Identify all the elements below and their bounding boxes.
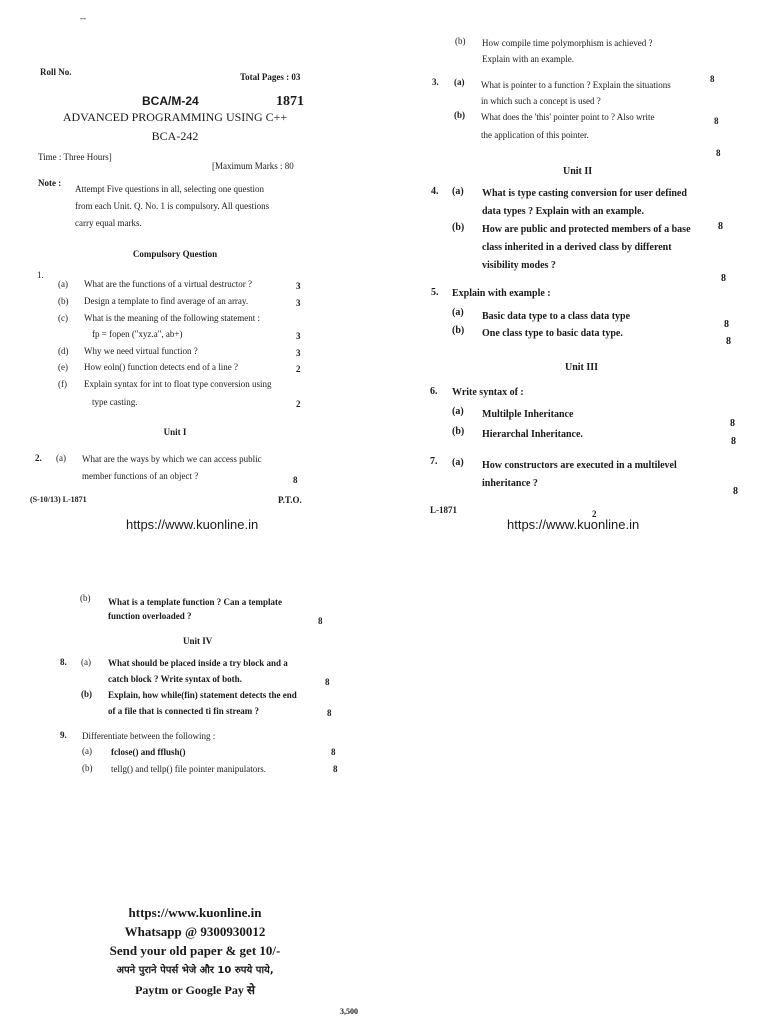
question-number: 4. [431,186,439,197]
question-text: What should be placed inside a try block and a [108,658,288,668]
unit-heading: Unit II [563,166,593,177]
paper-title: ADVANCED PROGRAMMING USING C++ [62,110,288,124]
question-text: Explain syntax for int to float type conversion using [84,379,272,389]
question-number: 2. [35,453,42,463]
question-marks: 8 [293,475,298,485]
subquestion-label: (b) [452,325,465,336]
question-text: What is pointer to a function ? Explain the situations [481,80,671,90]
subquestion-label: (a) [58,279,68,289]
question-text: Explain, how while(fin) statement detects the end [108,690,297,700]
question-text: What are the ways by which we can access public [82,454,262,464]
question-marks: 8 [710,74,715,84]
question-marks: 8 [325,677,330,687]
question-marks: 8 [714,116,719,126]
question-marks: 8 [327,708,332,718]
subquestion-label: (c) [58,313,68,323]
question-marks: 8 [333,764,338,774]
question-text: Design a template to find average of an array. [84,296,249,306]
website-url: https://www.kuonline.in [126,517,259,532]
note-line: carry equal marks. [75,218,142,228]
question-marks: 3 [296,331,301,341]
question-marks: 8 [731,436,736,447]
unit-heading: Unit IV [183,636,213,646]
subquestion-label: (b) [454,110,465,120]
subquestion-label: (a) [82,746,92,756]
question-marks: 8 [718,221,723,232]
question-marks: 3 [296,298,301,308]
question-text: Explain with an example. [482,54,574,64]
question-text: What does the 'this' pointer point to ? Also write [481,112,655,122]
question-marks: 8 [724,319,729,330]
question-number: 6. [430,386,438,397]
question-text: in which such a concept is used ? [481,96,601,106]
question-marks: 2 [296,399,301,409]
question-text: type casting. [92,397,138,407]
unit-heading: Unit III [565,362,599,373]
question-marks: 8 [716,148,721,158]
exam-time: Time : Three Hours] [38,152,112,162]
total-pages: Total Pages : 03 [240,72,301,82]
roll-no-label: Roll No. [40,67,72,77]
question-text: How are public and protected members of a base [482,224,691,235]
subquestion-label: (b) [80,593,91,603]
question-text: member functions of an object ? [82,471,199,481]
question-marks: 8 [331,747,336,757]
promo-send-paper: Send your old paper & get 10/- [109,943,281,958]
question-text: One class type to basic data type. [482,328,623,339]
note-line: from each Unit. Q. No. 1 is compulsory. All questions [75,201,270,211]
question-text: How compile time polymorphism is achieved ? [482,38,653,48]
question-text: visibility modes ? [482,260,556,271]
question-marks: 8 [730,418,735,429]
question-text: Why we need virtual function ? [84,346,198,356]
page-number: 2 [592,509,597,519]
subquestion-label: (a) [56,453,66,463]
question-text: catch block ? Write syntax of both. [108,674,242,684]
subquestion-label: (b) [455,36,466,46]
question-text: data types ? Explain with an example. [482,206,644,217]
question-text: Explain with example : [452,288,551,299]
subquestion-label: (b) [58,296,69,306]
unit-heading: Unit I [163,427,187,437]
question-text: function overloaded ? [108,611,192,621]
subquestion-label: (a) [454,77,465,87]
subquestion-label: (b) [452,222,465,233]
subquestion-label: (b) [82,763,93,773]
promo-url: https://www.kuonline.in [128,905,262,920]
page-mark: -- [80,13,86,23]
question-number: 5. [431,287,439,298]
page-footer-code: (S-10/13) L-1871 [30,495,87,504]
question-text: What are the functions of a virtual destructor ? [84,279,252,289]
promo-whatsapp: Whatsapp @ 9300930012 [124,924,266,939]
course-code: BCA-242 [151,129,199,143]
question-number: 3. [432,77,439,87]
question-text: What is a template function ? Can a template [108,597,282,607]
question-text: inheritance ? [482,478,538,489]
question-number: 9. [60,730,67,740]
subquestion-label: (d) [58,346,69,356]
question-text: the application of this pointer. [481,130,589,140]
page-footer-code: L-1871 [430,505,457,515]
promo-payment: Paytm or Google Pay से [135,983,255,997]
question-text: Multilple Inheritance [482,409,574,420]
paper-code: BCA/M-24 [142,94,199,108]
question-text: Hierarchal Inheritance. [482,429,583,440]
question-text: Basic data type to a class data type [482,311,631,322]
question-text: What is type casting conversion for user defined [482,188,687,199]
subquestion-label: (f) [58,379,67,389]
subquestion-label: (a) [452,457,464,468]
print-copies: 3,500 [340,1007,358,1016]
question-text: How eoln() function detects end of a line ? [84,362,238,372]
section-heading: Compulsory Question [132,249,218,259]
question-text: Write syntax of : [452,387,524,398]
subquestion-label: (e) [58,362,68,372]
question-marks: 8 [721,273,726,284]
question-marks: 8 [733,486,738,497]
subquestion-label: (b) [81,689,92,699]
pto-label: P.T.O. [278,495,302,505]
note-line: Attempt Five questions in all, selecting one question [75,184,264,194]
subquestion-label: (b) [452,426,465,437]
question-marks: 8 [726,336,731,347]
subquestion-label: (a) [452,186,464,197]
question-number: 8. [60,657,67,667]
note-label: Note : [38,178,62,188]
question-text: What is the meaning of the following statement : [84,313,260,323]
question-marks: 3 [296,348,301,358]
maximum-marks: [Maximum Marks : 80 [212,161,294,171]
question-text: class inherited in a derived class by different [482,242,672,253]
question-marks: 2 [296,364,301,374]
question-marks: 3 [296,281,301,291]
question-text: How constructors are executed in a multilevel [482,460,677,471]
subquestion-label: (a) [452,307,464,318]
question-text: fp = fopen ("xyz.a", ab+) [92,329,183,339]
subquestion-label: (a) [81,657,91,667]
question-text: Differentiate between the following : [82,731,216,741]
question-number: 7. [430,456,438,467]
promo-hindi: अपने पुराने पेपर्स भेजे और 10 रुपये पाये, [116,965,274,976]
question-text: of a file that is connected ti fin stream ? [108,706,260,716]
question-text: fclose() and fflush() [111,747,186,757]
subquestion-label: (a) [452,406,464,417]
website-url: https://www.kuonline.in [507,517,640,532]
question-text: tellg() and tellp() file pointer manipulators. [111,764,266,774]
question-marks: 8 [318,616,323,626]
question-number: 1. [37,270,44,280]
paper-number: 1871 [276,94,304,109]
